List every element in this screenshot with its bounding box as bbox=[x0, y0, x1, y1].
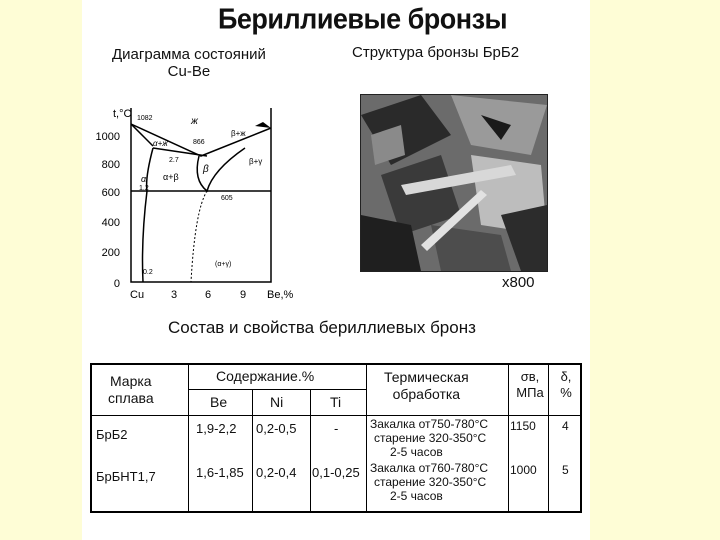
row2-treatment-line3: 2-5 часов bbox=[390, 489, 443, 503]
phase-alpha-gamma: (α+γ) bbox=[215, 261, 232, 268]
phase-alpha-liquid: α+ж bbox=[153, 139, 168, 148]
subheader-divider bbox=[188, 389, 366, 390]
row2-sigma: 1000 bbox=[510, 463, 537, 477]
col-divider-sigma bbox=[548, 365, 549, 511]
label-2-7: 2.7 bbox=[169, 157, 179, 164]
phase-diagram-title-line2: Cu-Be bbox=[167, 63, 211, 80]
x-tick-9: 9 bbox=[240, 289, 247, 301]
row1-delta: 4 bbox=[562, 419, 569, 433]
page-title: Бериллиевые бронзы bbox=[218, 3, 508, 35]
y-tick-600: 600 bbox=[101, 187, 120, 199]
micrograph-image bbox=[360, 94, 548, 272]
row2-be: 1,6-1,85 bbox=[196, 465, 244, 480]
header-sigma-line1: σв, bbox=[520, 369, 540, 384]
eutectic-line bbox=[153, 148, 207, 156]
alpha-solvus bbox=[143, 148, 154, 282]
row1-treatment-line1: Закалка от750-780°С bbox=[370, 417, 489, 431]
phase-liquid: ж bbox=[191, 116, 198, 127]
label-1082: 1082 bbox=[137, 115, 153, 122]
header-treatment bbox=[384, 369, 469, 403]
phase-alpha-beta: α+β bbox=[163, 172, 179, 182]
gamma-boundary bbox=[191, 191, 207, 282]
row1-ti: - bbox=[334, 421, 339, 436]
properties-table bbox=[90, 363, 582, 513]
row1-be: 1,9-2,2 bbox=[196, 421, 237, 436]
header-sigma-line2: МПа bbox=[516, 385, 544, 400]
table-title: Состав и свойства бериллиевых бронз bbox=[168, 318, 476, 337]
x-tick-3: 3 bbox=[171, 289, 178, 301]
header-grade-line2: сплава bbox=[108, 390, 154, 406]
row2-ti: 0,1-0,25 bbox=[312, 465, 360, 480]
y-tick-200: 200 bbox=[101, 247, 120, 259]
row1-treatment bbox=[370, 417, 488, 459]
structure-title: Структура бронзы БрБ2 bbox=[352, 44, 520, 61]
y-tick-800: 800 bbox=[101, 159, 120, 171]
y-tick-400: 400 bbox=[101, 217, 120, 229]
label-866: 866 bbox=[193, 139, 205, 146]
col-divider-ni-ti bbox=[310, 389, 311, 511]
row2-ni: 0,2-0,4 bbox=[256, 465, 297, 480]
x-tick-6: 6 bbox=[205, 289, 212, 301]
row1-treatment-line3: 2-5 часов bbox=[390, 445, 443, 459]
col-divider-be-ni bbox=[252, 389, 253, 511]
header-ti: Ti bbox=[330, 394, 342, 410]
header-grade-line1: Марка bbox=[109, 373, 152, 389]
row1-grade: БрБ2 bbox=[96, 427, 128, 442]
phase-diagram-title bbox=[112, 46, 266, 80]
y-axis-label: t,°C bbox=[113, 108, 132, 120]
header-be: Be bbox=[210, 394, 228, 410]
solidus-line bbox=[131, 124, 153, 146]
header-grade bbox=[108, 373, 154, 407]
label-0-2: 0.2 bbox=[143, 269, 153, 276]
phase-diagram-title-line1: Диаграмма состояний bbox=[112, 46, 266, 63]
phase-alpha: α bbox=[141, 174, 147, 184]
row2-delta: 5 bbox=[562, 463, 569, 477]
label-1-2: 1.2 bbox=[139, 185, 149, 192]
header-divider bbox=[92, 415, 580, 416]
col-divider-treatment bbox=[508, 365, 509, 511]
header-delta-line2: % bbox=[560, 385, 572, 400]
header-treatment-line2: обработка bbox=[392, 386, 461, 402]
row1-ni: 0,2-0,5 bbox=[256, 421, 297, 436]
y-tick-1000: 1000 bbox=[95, 131, 120, 143]
y-tick-0: 0 bbox=[113, 278, 120, 290]
row1-treatment-line2: старение 320-350°С bbox=[374, 431, 487, 445]
header-treatment-line1: Термическая bbox=[384, 369, 469, 385]
header-delta bbox=[554, 369, 578, 401]
row2-treatment-line1: Закалка от760-780°С bbox=[370, 461, 489, 475]
magnification-label: х800 bbox=[502, 274, 535, 291]
phase-diagram bbox=[95, 100, 315, 310]
header-sigma bbox=[512, 369, 548, 401]
micrograph-texture bbox=[361, 95, 547, 271]
header-ni: Ni bbox=[270, 394, 284, 410]
row1-sigma: 1150 bbox=[510, 419, 536, 433]
phase-beta-gamma: β+γ bbox=[249, 157, 263, 166]
phase-beta: β bbox=[203, 164, 209, 175]
header-delta-line1: δ, bbox=[560, 369, 572, 384]
col-divider-content bbox=[366, 365, 367, 511]
row2-grade: БрБНТ1,7 bbox=[96, 469, 156, 484]
header-content: Содержание.% bbox=[216, 368, 315, 384]
x-tick-cu: Cu bbox=[130, 289, 145, 301]
arrow-mark bbox=[255, 122, 271, 128]
label-605: 605 bbox=[221, 195, 233, 202]
col-divider-grade bbox=[188, 365, 189, 511]
x-axis-label: Be,% bbox=[267, 289, 294, 301]
row2-treatment bbox=[370, 461, 488, 503]
phase-beta-liquid: β+ж bbox=[231, 129, 246, 138]
row2-treatment-line2: старение 320-350°С bbox=[374, 475, 487, 489]
